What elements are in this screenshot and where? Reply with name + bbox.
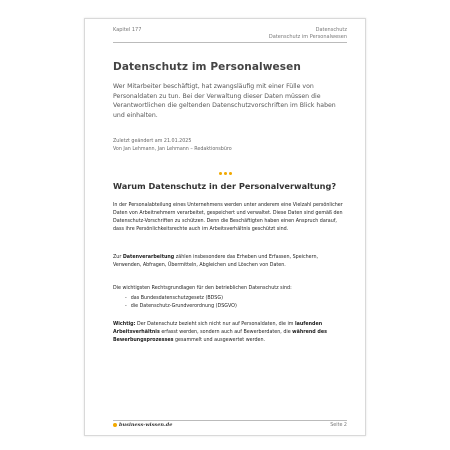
paragraph-intro: In der Personalabteilung eines Unternehmens werden unter anderem eine Vielzahl persönlicher Daten von Arbeitnehmern verarbeitet, gespeichert und verwaltet. Diese Daten sind gemäß den Datenschutz-Vorschriften zu schützen. Denn die Beschäftigten haben einen Anspruch darauf, dass ihre Persönlichkeitsrechte auch im Arbeitsverhältnis geschützt sind. (113, 203, 343, 232)
section-heading: Warum Datenschutz in der Personalverwaltung? (113, 181, 337, 191)
text-run: Zur (113, 255, 123, 260)
paragraph-datenverarbeitung (113, 254, 347, 270)
logo-ball-icon (113, 423, 117, 427)
document-page (84, 18, 366, 436)
bold-term: Datenverarbeitung (122, 255, 175, 260)
separator-dot (229, 172, 232, 175)
logo-text: business-wissen.de (119, 422, 173, 428)
list-item: - das Bundesdatenschutzgesetz (BDSG) (125, 295, 345, 303)
header-section-title: Datenschutz (315, 27, 347, 33)
bold-term: während des Bewerbungsprozesses (113, 330, 327, 343)
header-divider (113, 42, 347, 43)
important-label: Wichtig: (113, 322, 136, 327)
last-updated: Zuletzt geändert am 21.01.2025 (113, 139, 192, 144)
footer-divider (113, 420, 347, 421)
header-section (269, 27, 347, 40)
text-run: gesammelt und ausgewertet werden. (173, 338, 266, 343)
paragraph-rechtsgrundlagen: Die wichtigsten Rechtsgrundlagen für den betrieblichen Datenschutz sind: (113, 286, 292, 291)
header-chapter: Kapitel 177 (113, 27, 142, 33)
text-run: erfasst werden, sondern auch auf Bewerberdaten, die (159, 330, 293, 335)
page-title: Datenschutz im Personalwesen (113, 61, 301, 73)
separator-dot (224, 172, 227, 175)
bold-term: laufenden Arbeitsverhältnis (113, 322, 323, 335)
page-number: Seite 2 (330, 423, 347, 428)
header-subsection-title: Datenschutz im Personalwesen (268, 33, 347, 40)
paragraph-important-note (113, 321, 347, 345)
lead-paragraph: Wer Mitarbeiter beschäftigt, hat zwangsläufig mit einer Fülle von Personaldaten zu tun. Bei der Verwaltung dieser Daten müssen die Verantwortlichen die geltenden Datenschutzvorschriften im Blick haben und einhalten. (113, 83, 336, 119)
footer-logo[interactable] (113, 422, 172, 428)
separator-dot (219, 172, 222, 175)
separator-dots (85, 160, 365, 179)
list-item: - die Datenschutz-Grundverordnung (DSGVO) (125, 303, 345, 311)
text-run: Der Datenschutz bezieht sich nicht nur auf Personaldaten, die im (135, 322, 295, 327)
text-run: zählen insbesondere das Erheben und Erfassen, Speichern, Verwenden, Abfragen, Übermitteln, Abgleichen und Löschen von Daten. (113, 255, 319, 268)
author-line: Von Jan Lehmann, Jan Lehmann – Redaktionsbüro (113, 147, 232, 152)
legal-basis-list (125, 295, 345, 311)
